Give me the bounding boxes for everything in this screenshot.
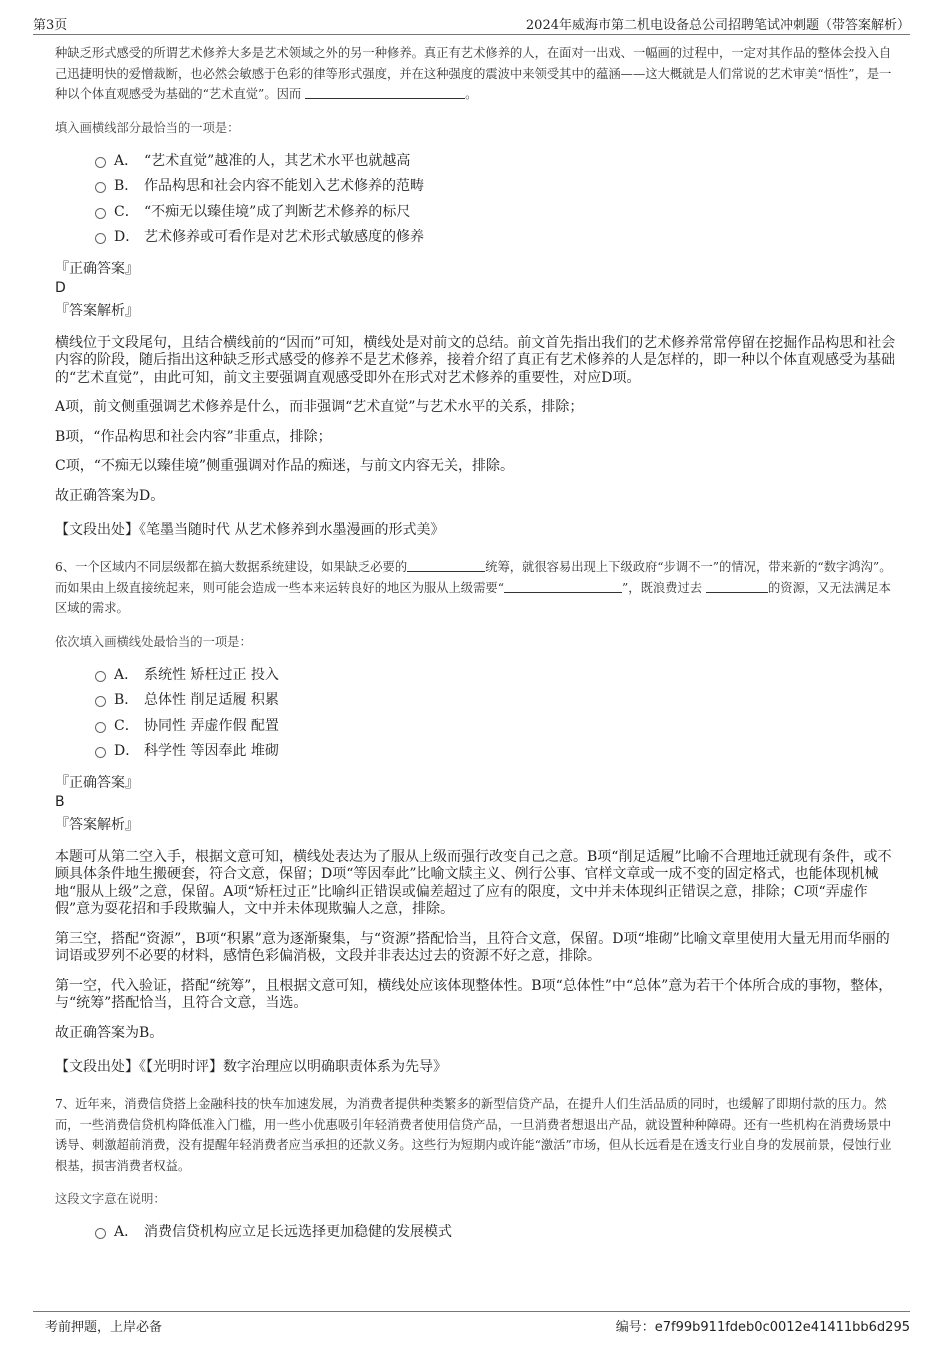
explanation-paragraph: 第一空，代入验证，搭配“统筹”，且根据文意可知，横线处应该体现整体性。B项“总体性”中“总体”意为若干个体所合成的事物，整体，与“统筹”搭配恰当，且符合文意，当选。 xyxy=(55,977,893,1011)
page-header xyxy=(33,12,910,35)
explanation-label: 『答案解析』 xyxy=(55,302,139,319)
explanation-paragraph: 本题可从第二空入手，根据文意可知，横线处表达为了服从上级而强行改变自己之意。B项“削足适履”比喻不合理地迁就现有条件，或不顾具体条件地生搬硬套，符合文意，保留；D项“等因奉此”比喻文牍主义、例行公事、官样文章或一成不变的固定格式，也能体现机械地“服从上级”之意，保留。A项“矫枉过正”比喻纠正错误或偏差超过了应有的限度，文中并未体现纠正错误之意，排除；C项“弄虚作假”意为耍花招和手段欺骗人，文中并未体现欺骗人之意，排除。 xyxy=(55,848,892,917)
answer-blank xyxy=(305,85,465,99)
footer-slogan: 考前押题，上岸必备 xyxy=(45,1320,163,1335)
answer-blank xyxy=(706,579,768,593)
source-citation: 【文段出处】《笔墨当随时代 从艺术修养到水墨漫画的形式美》 xyxy=(55,522,445,538)
answer-label: 『正确答案』 xyxy=(55,774,139,791)
radio-button[interactable] xyxy=(95,157,106,168)
question-7 xyxy=(55,1094,900,1246)
explanation-paragraph: 横线位于文段尾句，且结合横线前的“因而”可知，横线处是对前文的总结。前文首先指出我们的艺术修养常常停留在挖掘作品构思和社会内容的阶段，随后指出这种缺乏形式感受的修养不是艺术修养，接着介绍了真正有艺术修养的人是怎样的，即一种以个体直观感受为基础的“艺术直觉”，由此可知，前文主要强调直观感受即外在形式对艺术修养的重要性，对应D项。 xyxy=(55,334,896,386)
explanation-paragraph: 第三空，搭配“资源”，B项“积累”意为逐渐聚集，与“资源”搭配恰当，且符合文意，保留。D项“堆砌”比喻文章里使用大量无用而华丽的词语或罗列不必要的材料，感情色彩偏消极，文段并非表达过去的资源不好之意，排除。 xyxy=(55,930,890,964)
radio-button[interactable] xyxy=(95,696,106,707)
answer-value: B xyxy=(55,793,65,810)
option-c[interactable]: C． “不痴无以臻佳境”成了判断艺术修养的标尺 xyxy=(95,200,900,226)
option-b[interactable]: B． 总体性 削足适履 积累 xyxy=(95,688,900,714)
radio-button[interactable] xyxy=(95,1228,106,1239)
explanation-conclusion: 故正确答案为B。 xyxy=(55,1024,164,1041)
radio-button[interactable] xyxy=(95,208,106,219)
radio-button[interactable] xyxy=(95,722,106,733)
answer-value: D xyxy=(55,279,66,296)
answer-blank xyxy=(504,579,622,593)
option-a[interactable]: A． 消费信贷机构应立足长远选择更加稳健的发展模式 xyxy=(95,1220,900,1246)
option-a[interactable]: A． 系统性 矫枉过正 投入 xyxy=(95,663,900,689)
question-6 xyxy=(55,557,900,1076)
question-5-passage: 种缺乏形式感受的所谓艺术修养大多是艺术领域之外的另一种修养。真正有艺术修养的人，在面对一出戏、一幅画的过程中，一定对其作品的整体会投入自己迅捷明快的爱憎裁断，也必然会敏感于色彩的律等形式强度，并在这种强度的震波中来领受其中的蕴涵——这大概就是人们常说的艺术审美“悟性”，是一种以个体直观感受为基础的“艺术直觉”。因而 。 xyxy=(55,46,892,101)
document-code: 编号：e7f99b911fdeb0c0012e41411bb6d295 xyxy=(615,1320,910,1335)
source-citation: 【文段出处】《【光明时评】数字治理应以明确职责体系为先导》 xyxy=(55,1059,447,1075)
explanation-conclusion: 故正确答案为D。 xyxy=(55,487,165,504)
radio-button[interactable] xyxy=(95,671,106,682)
option-b[interactable]: B． 作品构思和社会内容不能划入艺术修养的范畴 xyxy=(95,174,900,200)
option-d[interactable]: D． 艺术修养或可看作是对艺术形式敏感度的修养 xyxy=(95,225,900,251)
question-5-options xyxy=(95,149,900,251)
document-title: 2024年威海市第二机电设备总公司招聘笔试冲刺题（带答案解析） xyxy=(525,18,910,33)
page-footer xyxy=(33,1311,910,1336)
question-5-prompt: 填入画横线部分最恰当的一项是： xyxy=(55,120,240,135)
explanation-label: 『答案解析』 xyxy=(55,816,139,833)
question-7-options xyxy=(95,1220,900,1246)
radio-button[interactable] xyxy=(95,233,106,244)
question-6-options xyxy=(95,663,900,765)
answer-blank xyxy=(407,558,485,572)
radio-button[interactable] xyxy=(95,182,106,193)
question-7-passage: 7、近年来，消费信贷搭上金融科技的快车加速发展，为消费者提供种类繁多的新型信贷产品，在提升人们生活品质的同时，也缓解了即期付款的压力。然而，一些消费信贷机构降低准入门槛，用一些小优惠吸引年轻消费者使用信贷产品，一旦消费者想退出产品，就设置种种障碍。还有一些机构在消费场景中诱导、刺激超前消费，没有提醒年轻消费者应当承担的还款义务。这些行为短期内或许能“激活”市场，但从长远看是在透支行业自身的发展前景，侵蚀行业根基，损害消费者权益。 xyxy=(55,1097,892,1173)
page-number: 第3页 xyxy=(33,18,68,33)
radio-button[interactable] xyxy=(95,747,106,758)
answer-label: 『正确答案』 xyxy=(55,260,139,277)
explanation-paragraph: B项，“作品构思和社会内容”非重点，排除； xyxy=(55,428,332,445)
question-7-prompt: 这段文字意在说明： xyxy=(55,1192,166,1206)
question-6-passage: 6、一个区域内不同层级都在搞大数据系统建设，如果缺乏必要的 统筹，就很容易出现上下级政府“步调不一”的情况，带来新的“数字鸿沟”。而如果由上级直接统起来，则可能会造成一些本来运转良好的地区为服从上级需要“ ”，既浪费过去 的资源，又无法满足本区域的需求。 xyxy=(55,560,892,615)
option-a[interactable]: A． “艺术直觉”越准的人，其艺术水平也就越高 xyxy=(95,149,900,175)
page-content xyxy=(55,43,900,1246)
question-5 xyxy=(55,43,900,539)
explanation-paragraph: C项，“不痴无以臻佳境”侧重强调对作品的痴迷，与前文内容无关，排除。 xyxy=(55,458,515,474)
explanation-paragraph: A项，前文侧重强调艺术修养是什么，而非强调“艺术直觉”与艺术水平的关系，排除； xyxy=(55,399,584,415)
question-6-prompt: 依次填入画横线处最恰当的一项是： xyxy=(55,634,252,649)
option-c[interactable]: C． 协同性 弄虚作假 配置 xyxy=(95,714,900,740)
option-d[interactable]: D． 科学性 等因奉此 堆砌 xyxy=(95,739,900,765)
